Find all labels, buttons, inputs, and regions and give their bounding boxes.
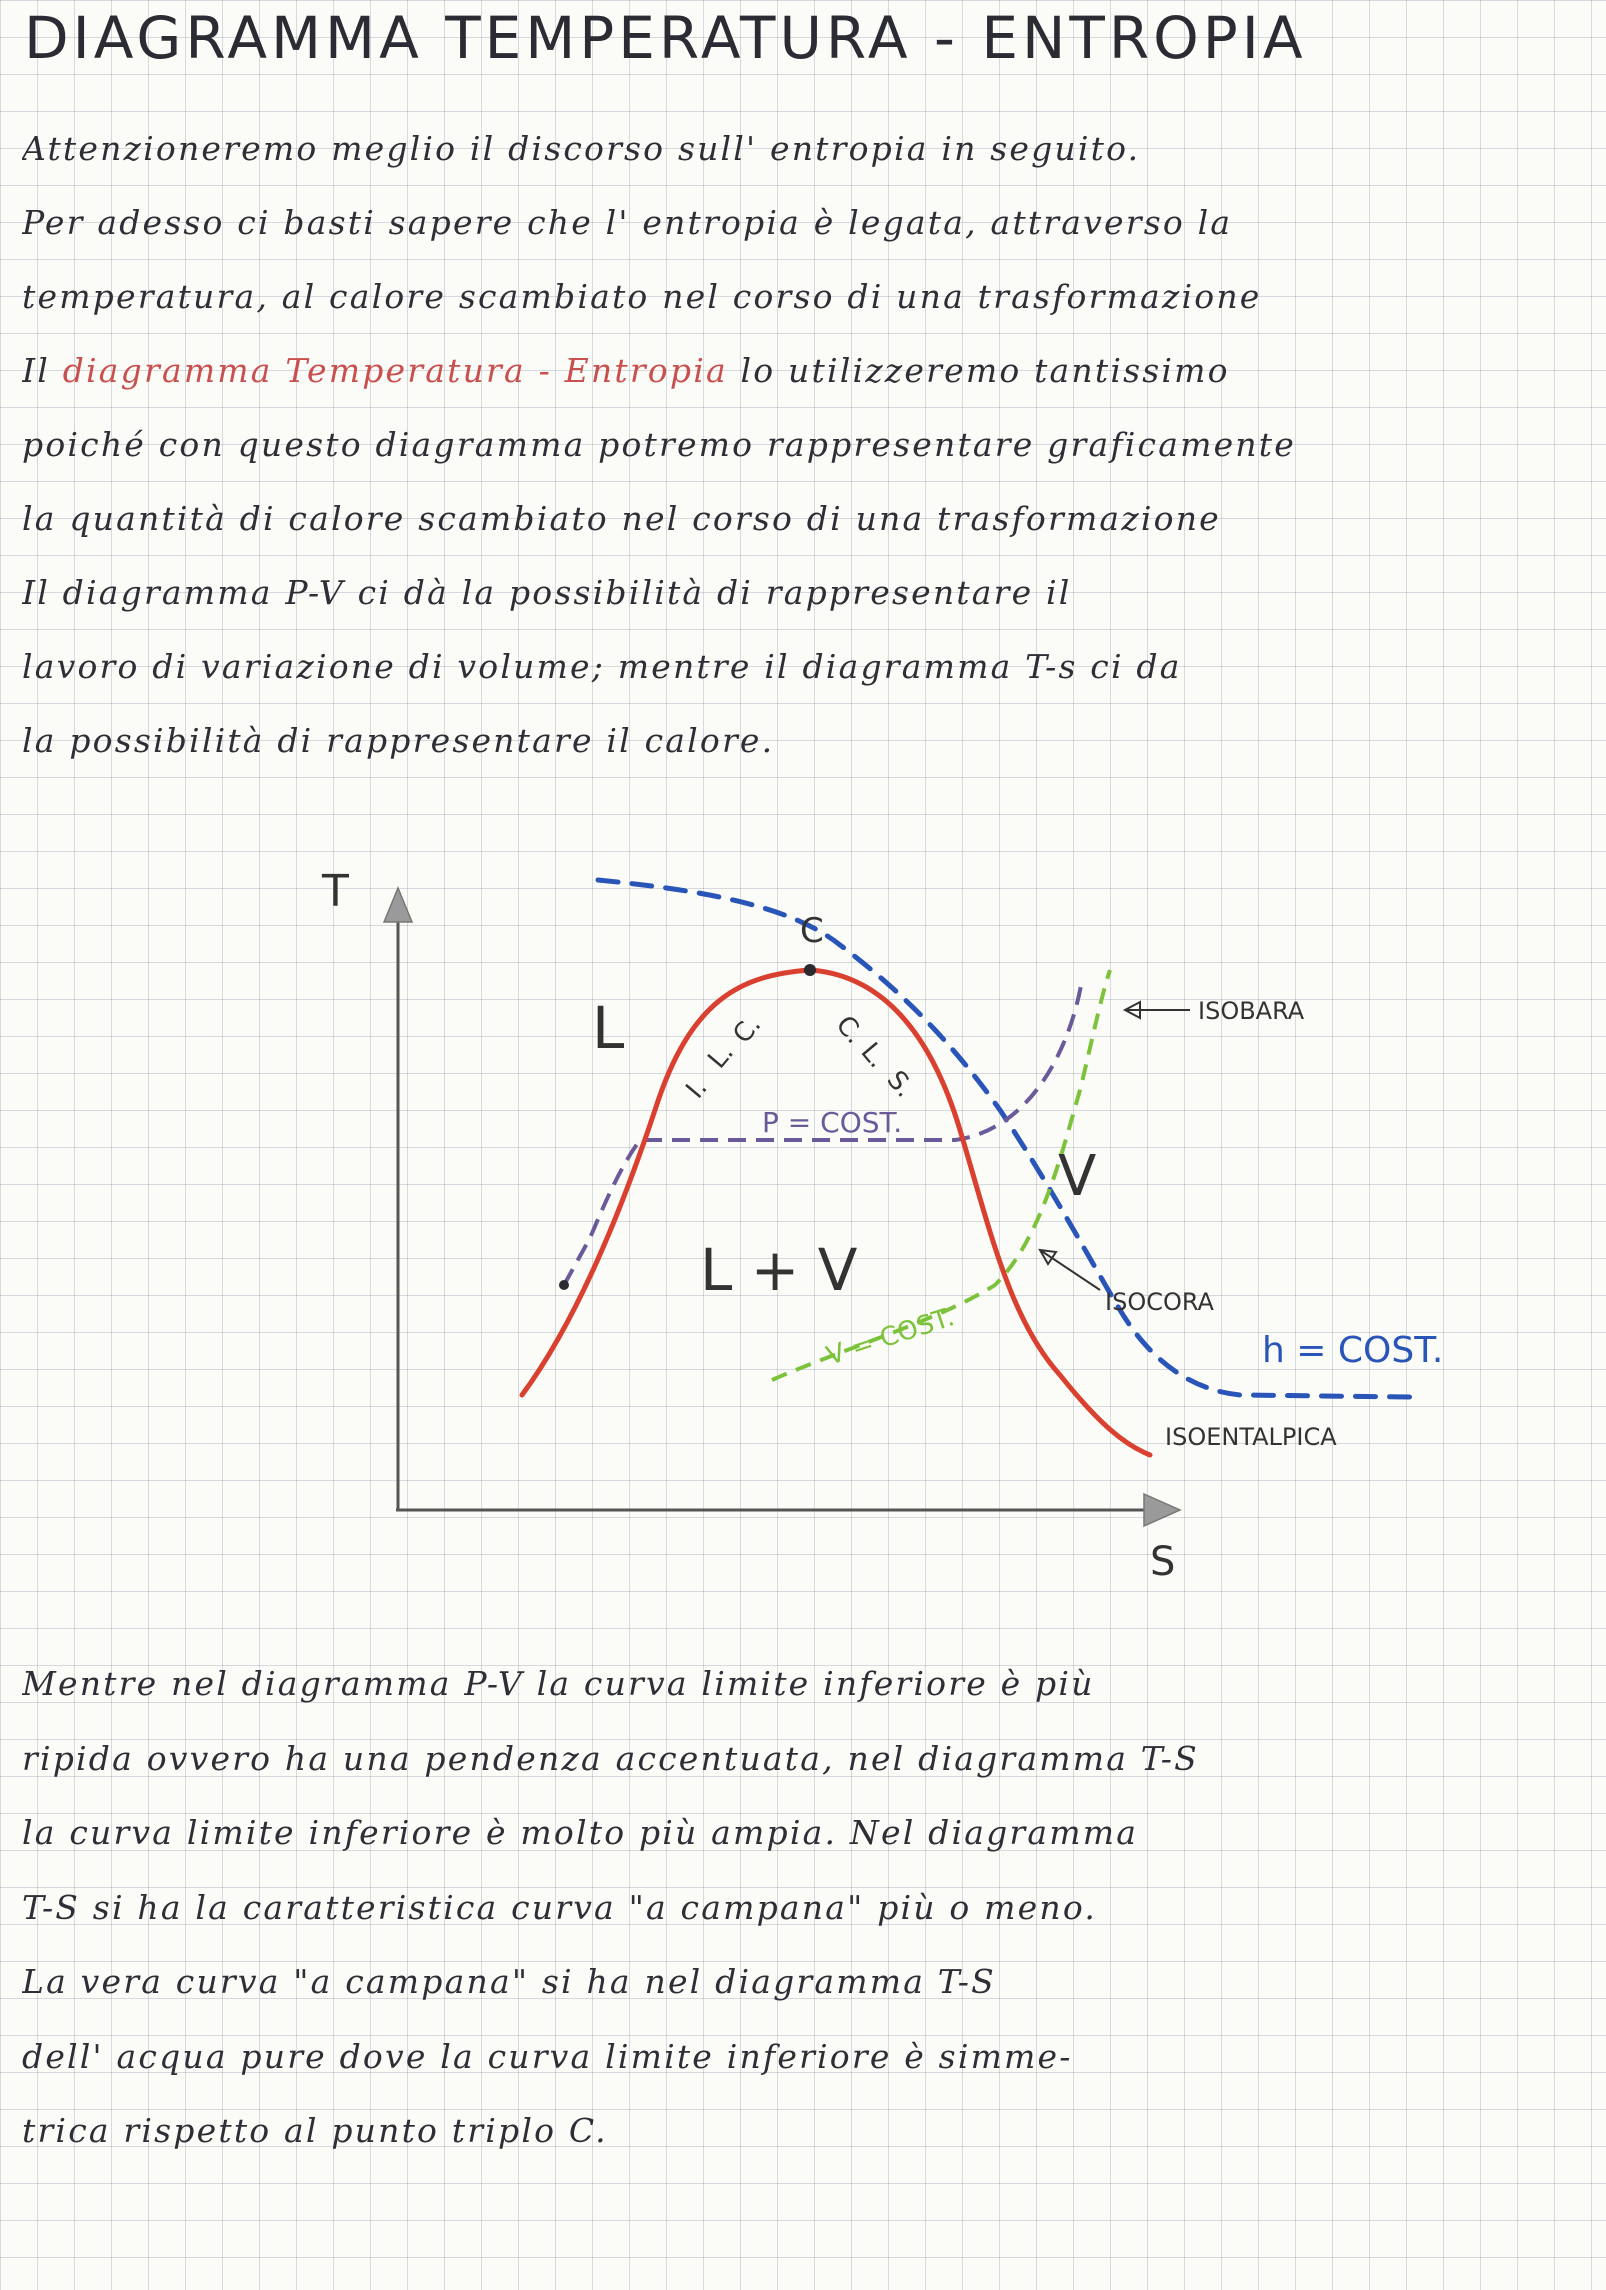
- enthalpy-value-label: h = COST.: [1262, 1330, 1444, 1371]
- isenthalpic-curve: [598, 880, 1410, 1397]
- region-mix-label: L + V: [700, 1236, 858, 1304]
- text-fragment: Il: [22, 351, 63, 390]
- text-line: la curva limite inferiore è molto più ampia. Nel diagramma: [22, 1813, 1139, 1852]
- left-curve-letter: I.: [680, 1073, 714, 1105]
- text-line: Attenzioneremo meglio il discorso sull' entropia in seguito.: [22, 129, 1141, 168]
- text-line: temperatura, al calore scambiato nel corso di una trasformazione: [22, 277, 1262, 316]
- text-line: La vera curva "a campana" si ha nel diagramma T-S: [22, 1962, 996, 2001]
- text-line: trica rispetto al punto triplo C.: [22, 2111, 608, 2150]
- text-line: [22, 334, 1592, 408]
- t-axis-arrow: [384, 888, 412, 922]
- region-liquid-label: L: [592, 994, 625, 1062]
- isochore-value-label: V = COST.: [822, 1302, 958, 1372]
- page-title: DIAGRAMMA TEMPERATURA - ENTROPIA: [24, 4, 1307, 72]
- isobar-name-label: ISOBARA: [1198, 997, 1305, 1025]
- region-vapor-label: V: [1058, 1144, 1097, 1209]
- closing-paragraph: [22, 1647, 1592, 2169]
- text-line: Il diagramma P-V ci dà la possibilità di rappresentare il: [22, 573, 1072, 612]
- isochore-name-label: ISOCORA: [1105, 1288, 1214, 1316]
- ts-diagram: [0, 860, 1606, 1600]
- text-line: Per adesso ci basti sapere che l' entropia è legata, attraverso la: [22, 203, 1233, 242]
- right-curve-letter: L.: [854, 1037, 893, 1074]
- t-axis-label: T: [322, 866, 349, 917]
- text-line: lavoro di variazione di volume; mentre il diagramma T-s ci da: [22, 647, 1182, 686]
- text-fragment: lo utilizzeremo tantissimo: [727, 351, 1230, 390]
- start-point-dot: [559, 1280, 569, 1290]
- text-line: la possibilità di rappresentare il calore.: [22, 721, 775, 760]
- text-line: T-S si ha la caratteristica curva "a campana" più o meno.: [22, 1887, 1098, 1927]
- s-axis-label: S: [1150, 1539, 1176, 1585]
- text-line: la quantità di calore scambiato nel corso di una trasformazione: [22, 499, 1221, 538]
- left-curve-letter: C.: [727, 1009, 768, 1050]
- ts-diagram-svg: [0, 860, 1606, 1600]
- intro-paragraph: [22, 112, 1592, 778]
- left-limit-curve-label: [680, 1010, 767, 1105]
- s-axis-arrow: [1144, 1494, 1180, 1526]
- text-line: ripida ovvero ha una pendenza accentuata, nel diagramma T-S: [22, 1738, 1199, 1778]
- isenthalpic-name-label: ISOENTALPICA: [1165, 1423, 1337, 1451]
- highlighted-term: diagramma Temperatura - Entropia: [62, 351, 728, 390]
- text-line: poiché con questo diagramma potremo rappresentare graficamente: [22, 425, 1296, 464]
- right-curve-letter: S.: [880, 1065, 920, 1104]
- text-line: dell' acqua pure dove la curva limite inferiore è simme-: [22, 2036, 1073, 2076]
- left-curve-letter: L.: [702, 1037, 740, 1075]
- text-line: Mentre nel diagramma P-V la curva limite inferiore è più: [22, 1664, 1095, 1703]
- isobar-value-label: P = COST.: [762, 1106, 903, 1139]
- critical-point-dot: [804, 964, 816, 976]
- right-curve-letter: C.: [829, 1010, 870, 1050]
- critical-point-label: C: [800, 911, 824, 951]
